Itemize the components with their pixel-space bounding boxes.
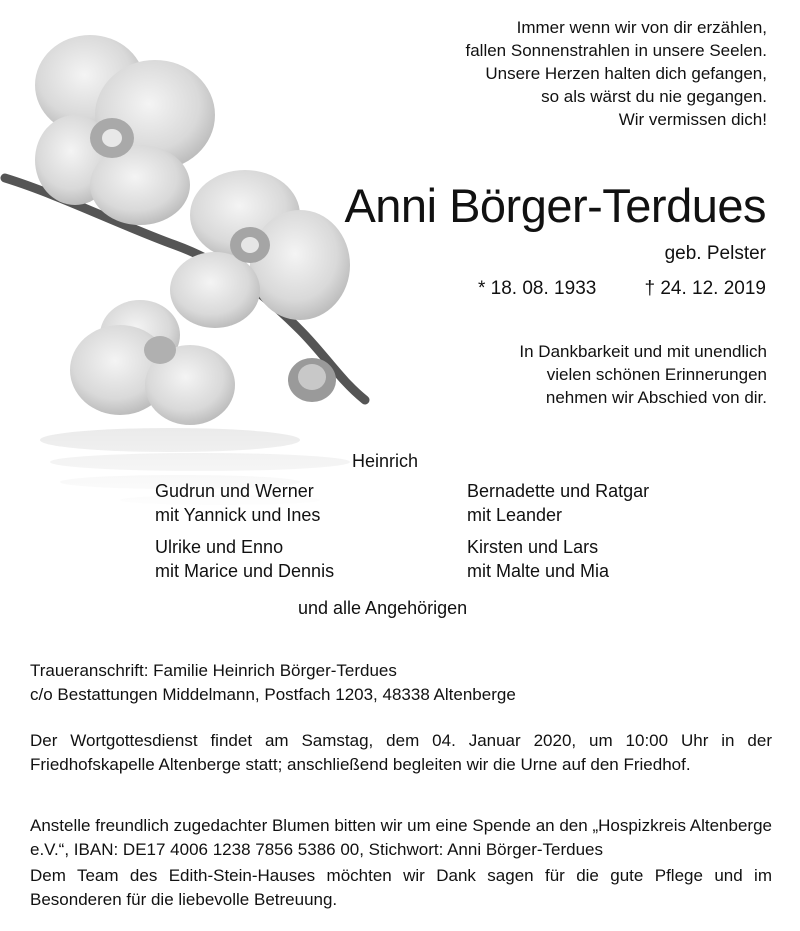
poem-line: Immer wenn wir von dir erzählen, xyxy=(516,18,767,37)
donation-info: Anstelle freundlich zugedachter Blumen bitten wir um eine Spende an den „Hospizkreis Altenberge e.V.“, IBAN: DE17 4006 1238 7856 5386 00, Stichwort: Anni Börger-Terdues xyxy=(30,816,772,859)
family-line: mit Yannick und Ines xyxy=(155,505,321,525)
family-right-2 xyxy=(467,535,609,583)
poem xyxy=(347,16,767,131)
family-line: Kirsten und Lars xyxy=(467,537,599,557)
service-info: Der Wortgottesdienst findet am Samstag, dem 04. Januar 2020, um 10:00 Uhr in der Friedhofskapelle Altenberge statt; anschließend begleiten wir die Urne auf den Friedhof. xyxy=(30,731,772,774)
poem-line: so als wärst du nie gegangen. xyxy=(541,87,767,106)
family-line: Bernadette und Ratgar xyxy=(467,481,650,501)
family-left-2 xyxy=(155,535,334,583)
family-line: mit Malte und Mia xyxy=(467,561,610,581)
deceased-name: Anni Börger-Terdues xyxy=(344,179,766,232)
death-date: † 24. 12. 2019 xyxy=(644,278,766,299)
thanks-line: nehmen wir Abschied von dir. xyxy=(545,388,767,407)
mourning-address xyxy=(30,659,516,707)
poem-line: Unsere Herzen halten dich gefangen, xyxy=(485,64,767,83)
thanks-text xyxy=(347,340,767,409)
gratitude-text: Dem Team des Edith-Stein-Hauses möchten wir Dank sagen für die gute Pflege und im Besonderen für die liebevolle Betreuung. xyxy=(30,866,772,909)
family-line: mit Leander xyxy=(467,505,563,525)
family-line: Ulrike und Enno xyxy=(155,537,284,557)
spouse-name: Heinrich xyxy=(352,451,419,471)
relatives-closing: und alle Angehörigen xyxy=(298,598,468,618)
address-line: c/o Bestattungen Middelmann, Postfach 1203, 48338 Altenberge xyxy=(30,685,516,704)
maiden-name: geb. Pelster xyxy=(664,243,766,264)
family-right-1 xyxy=(467,479,649,527)
family-left-1 xyxy=(155,479,320,527)
birth-date: * 18. 08. 1933 xyxy=(478,278,597,299)
poem-line: fallen Sonnenstrahlen in unsere Seelen. xyxy=(465,41,767,60)
poem-line: Wir vermissen dich! xyxy=(618,110,767,129)
thanks-line: In Dankbarkeit und mit unendlich xyxy=(519,342,767,361)
address-line: Traueranschrift: Familie Heinrich Börger-Terdues xyxy=(30,661,397,680)
family-line: Gudrun und Werner xyxy=(155,481,314,501)
thanks-line: vielen schönen Erinnerungen xyxy=(546,365,767,384)
family-line: mit Marice und Dennis xyxy=(155,561,335,581)
